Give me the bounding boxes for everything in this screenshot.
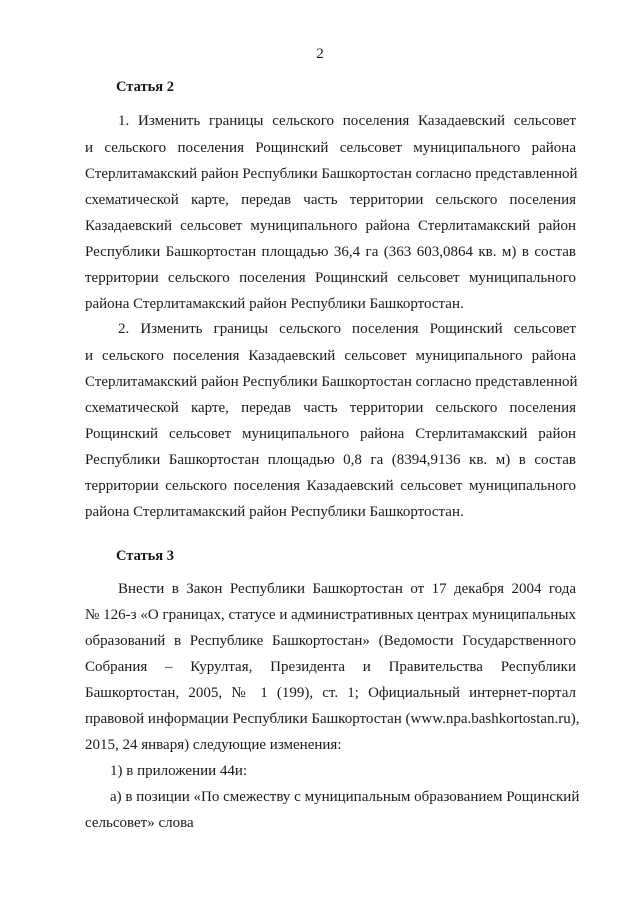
article-3-line: 1) в приложении 44и: [110,763,248,779]
article-3-line: а) в позиции «По смежеству с муниципальным образованием Рощинский [110,789,580,805]
article-2-line: схематической карте, передав часть территории сельского поселения [85,192,576,208]
article-3-line: Башкортостан, 2005, № 1 (199), ст. 1; Официальный интернет-портал [85,685,576,701]
article-2-line: Рощинский сельсовет муниципального района Стерлитамакский район [85,426,576,442]
article-2-line: территории сельского поселения Казадаевский сельсовет муниципального [85,478,576,494]
article-2-line: Стерлитамакский район Республики Башкортостан согласно представленной [85,374,578,390]
article-3-line: правовой информации Республики Башкортостан (www.npa.bashkortostan.ru), [85,711,580,727]
article-2-line: Казадаевский сельсовет муниципального района Стерлитамакский район [85,218,576,234]
article-3-line: образований в Республике Башкортостан» (Ведомости Государственного [85,633,576,649]
article-2-line: и сельского поселения Казадаевский сельсовет муниципального района [85,348,576,364]
article-2-line: территории сельского поселения Рощинский сельсовет муниципального [85,270,576,286]
page-number: 2 [316,46,324,62]
article-3-line: Внести в Закон Республики Башкортостан от 17 декабря 2004 года [118,581,576,597]
article-2-heading: Статья 2 [116,79,174,95]
article-2-line: схематической карте, передав часть территории сельского поселения [85,400,576,416]
article-3-line: 2015, 24 января) следующие изменения: [85,737,342,753]
article-2-line: Республики Башкортостан площадью 0,8 га (8394,9136 кв. м) в состав [85,452,576,468]
article-2-line: 1. Изменить границы сельского поселения Казадаевский сельсовет [118,113,576,129]
article-3-line: сельсовет» слова [85,815,194,831]
article-2-line: 2. Изменить границы сельского поселения Рощинский сельсовет [118,321,576,337]
article-2-line: района Стерлитамакский район Республики Башкортостан. [85,504,464,520]
article-3-line: № 126-з «О границах, статусе и административных центрах муниципальных [85,607,576,623]
article-2-line: Республики Башкортостан площадью 36,4 га (363 603,0864 кв. м) в состав [85,244,576,260]
article-2-line: района Стерлитамакский район Республики Башкортостан. [85,296,464,312]
article-2-line: и сельского поселения Рощинский сельсовет муниципального района [85,140,576,156]
article-2-line: Стерлитамакский район Республики Башкортостан согласно представленной [85,166,578,182]
article-3-heading: Статья 3 [116,548,174,564]
article-3-line: Собрания – Курултая, Президента и Правительства Республики [85,659,576,675]
